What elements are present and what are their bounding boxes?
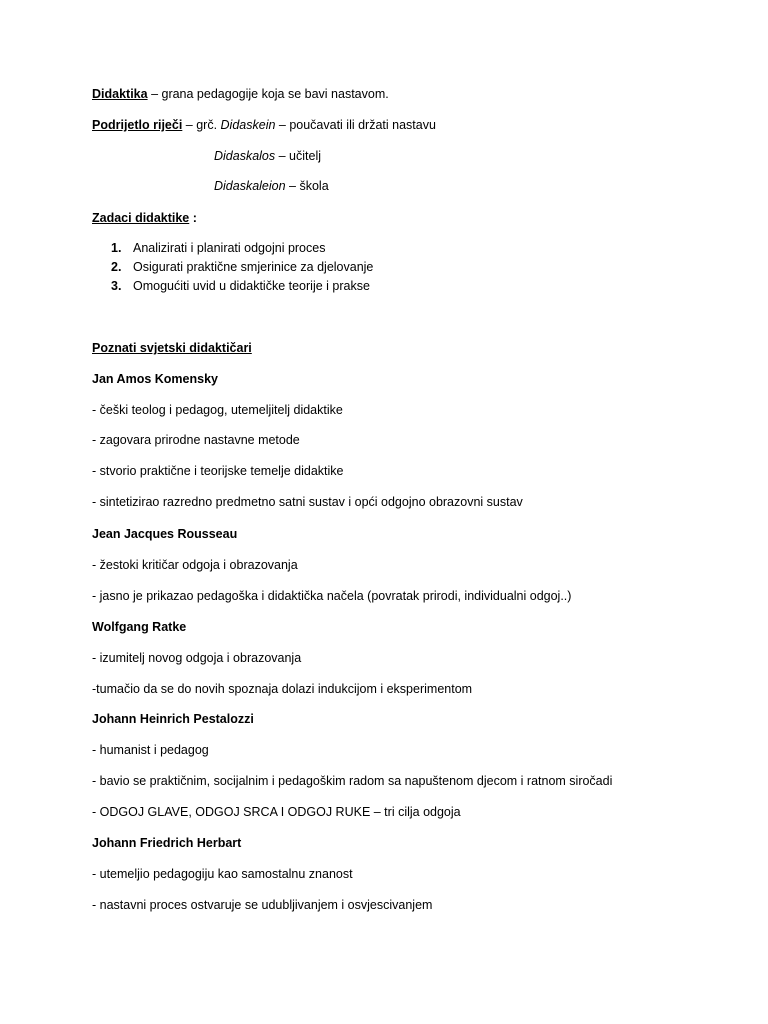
person-point: - sintetizirao razredno predmetno satni sustav i opći odgojno obrazovni sustav xyxy=(92,495,523,509)
origin-prefix: – grč. xyxy=(182,118,221,132)
tasks-heading: Zadaci didaktike xyxy=(92,211,190,225)
list-item-number: 3. xyxy=(111,279,122,293)
person-name: Johann Friedrich Herbart xyxy=(92,836,242,850)
tasks-colon: : xyxy=(189,211,197,225)
origin-meaning-3: – škola xyxy=(285,179,329,193)
person-point: - nastavni proces ostvaruje se udubljivanjem i osvjescivanjem xyxy=(92,898,433,912)
list-item xyxy=(92,240,325,256)
intro-definition: – grana pedagogije koja se bavi nastavom. xyxy=(147,87,389,101)
intro-line xyxy=(92,86,389,102)
person-point: - jasno je prikazao pedagoška i didaktička načela (povratak prirodi, individualni odgoj..) xyxy=(92,589,572,603)
origin-word-3: Didaskaleion xyxy=(214,179,286,193)
person-point: - zagovara prirodne nastavne metode xyxy=(92,433,300,447)
intro-term: Didaktika xyxy=(92,87,148,101)
person-point: - izumitelj novog odgoja i obrazovanja xyxy=(92,651,302,665)
origin-line xyxy=(92,117,436,133)
origin-meaning-2: – učitelj xyxy=(275,149,321,163)
famous-heading: Poznati svjetski didaktičari xyxy=(92,341,252,355)
origin-line-2 xyxy=(214,148,321,164)
origin-word-1: Didaskein xyxy=(220,118,276,132)
list-item xyxy=(92,278,370,294)
person-name: Wolfgang Ratke xyxy=(92,620,187,634)
origin-meaning-1: – poučavati ili držati nastavu xyxy=(275,118,436,132)
list-item xyxy=(92,259,373,275)
origin-word-2: Didaskalos xyxy=(214,149,276,163)
person-name: Jan Amos Komensky xyxy=(92,372,218,386)
list-item-number: 2. xyxy=(111,260,122,274)
person-point: - ODGOJ GLAVE, ODGOJ SRCA I ODGOJ RUKE – tri cilja odgoja xyxy=(92,805,461,819)
person-point: - češki teolog i pedagog, utemeljitelj didaktike xyxy=(92,403,343,417)
person-name: Johann Heinrich Pestalozzi xyxy=(92,712,254,726)
person-name: Jean Jacques Rousseau xyxy=(92,527,238,541)
origin-line-3 xyxy=(214,178,329,194)
origin-label: Podrijetlo riječi xyxy=(92,118,183,132)
tasks-heading-line xyxy=(92,210,197,226)
person-point: - utemeljio pedagogiju kao samostalnu znanost xyxy=(92,867,353,881)
list-item-text: Analizirati i planirati odgojni proces xyxy=(133,241,326,255)
list-item-text: Omogućiti uvid u didaktičke teorije i prakse xyxy=(133,279,370,293)
person-point: - stvorio praktične i teorijske temelje didaktike xyxy=(92,464,344,478)
list-item-number: 1. xyxy=(111,241,122,255)
person-point: - žestoki kritičar odgoja i obrazovanja xyxy=(92,558,298,572)
person-point: - bavio se praktičnim, socijalnim i pedagoškim radom sa napuštenom djecom i ratnom siročadi xyxy=(92,774,613,788)
list-item-text: Osigurati praktične smjerinice za djelovanje xyxy=(133,260,374,274)
person-point: -tumačio da se do novih spoznaja dolazi indukcijom i eksperimentom xyxy=(92,682,473,696)
person-point: - humanist i pedagog xyxy=(92,743,209,757)
